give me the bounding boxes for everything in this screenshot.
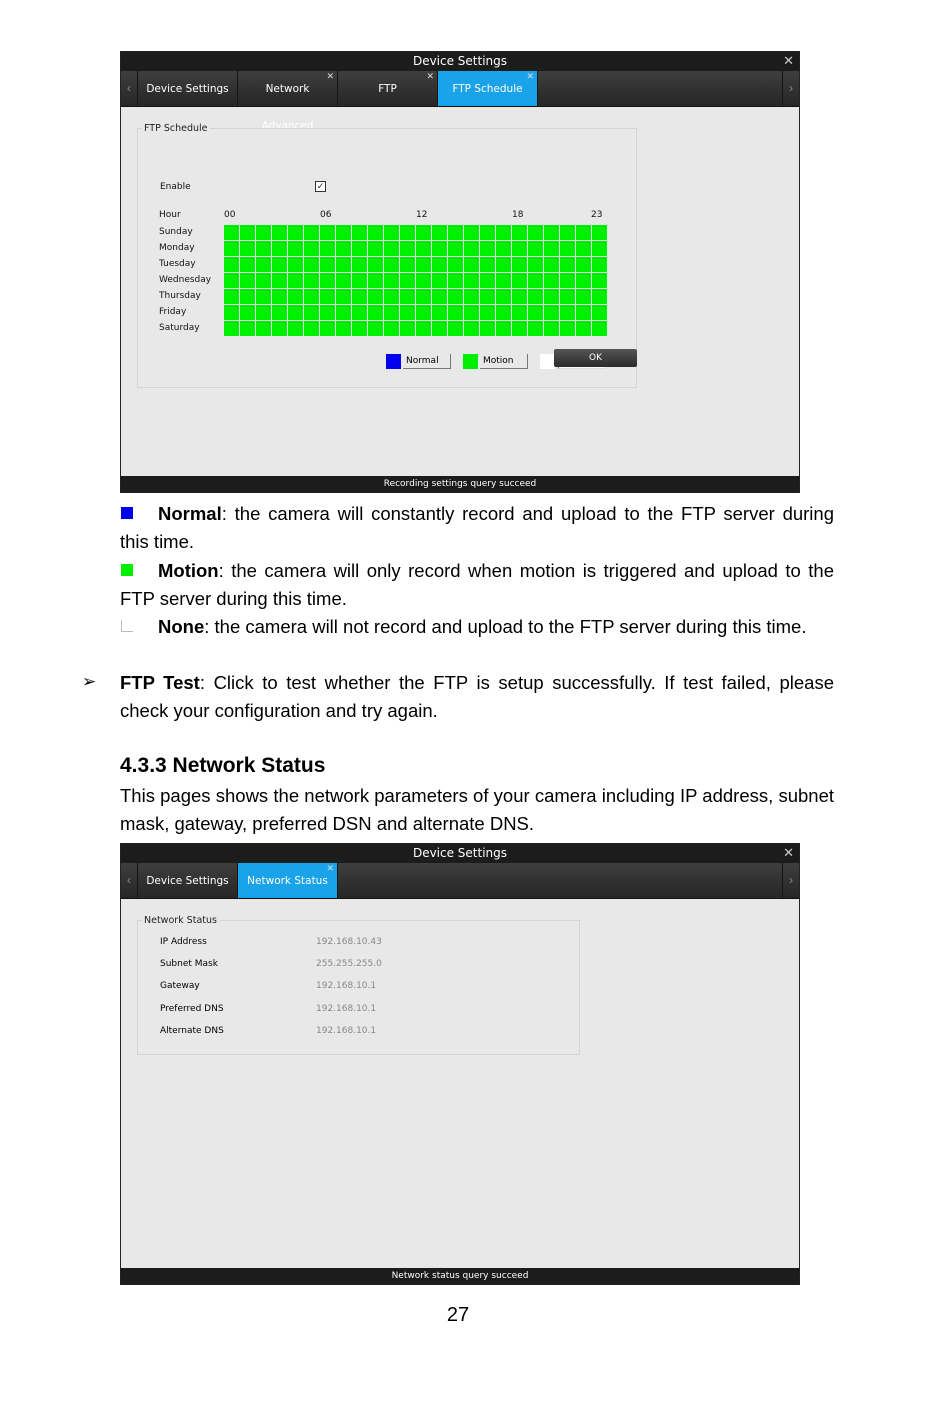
schedule-cell[interactable]	[480, 257, 495, 272]
schedule-cell[interactable]	[432, 225, 447, 240]
tab-label: FTP Schedule	[452, 83, 523, 95]
close-tab-icon[interactable]: ✕	[526, 72, 534, 82]
schedule-cell[interactable]	[320, 305, 335, 320]
schedule-cell[interactable]	[480, 321, 495, 336]
schedule-cell[interactable]	[320, 241, 335, 256]
schedule-cell[interactable]	[256, 257, 271, 272]
hour-tick: 23	[591, 210, 603, 220]
schedule-cell[interactable]	[400, 241, 415, 256]
schedule-cell[interactable]	[592, 321, 607, 336]
legend-normal-swatch	[386, 354, 401, 369]
schedule-cell[interactable]	[448, 241, 463, 256]
scroll-right-icon[interactable]: ›	[782, 863, 799, 898]
schedule-cell[interactable]	[480, 241, 495, 256]
schedule-cell[interactable]	[224, 273, 239, 288]
schedule-cell[interactable]	[224, 257, 239, 272]
schedule-cell[interactable]	[576, 305, 591, 320]
schedule-cell[interactable]	[384, 273, 399, 288]
schedule-cell[interactable]	[320, 257, 335, 272]
schedule-cell[interactable]	[560, 305, 575, 320]
schedule-cell[interactable]	[416, 321, 431, 336]
schedule-cell[interactable]	[416, 289, 431, 304]
schedule-cell[interactable]	[352, 305, 367, 320]
normal-description	[120, 500, 834, 556]
window-title: Device Settings	[412, 846, 508, 860]
schedule-cell[interactable]	[432, 257, 447, 272]
close-tab-icon[interactable]: ✕	[426, 72, 434, 82]
schedule-cell[interactable]	[432, 273, 447, 288]
schedule-cell[interactable]	[448, 273, 463, 288]
schedule-cell[interactable]	[464, 241, 479, 256]
schedule-cell[interactable]	[544, 257, 559, 272]
schedule-cell[interactable]	[528, 241, 543, 256]
schedule-cell[interactable]	[480, 289, 495, 304]
schedule-cell[interactable]	[432, 241, 447, 256]
section-heading: 4.3.3 Network Status	[120, 754, 326, 777]
schedule-cell[interactable]	[464, 321, 479, 336]
schedule-cell[interactable]	[512, 273, 527, 288]
tab-label: Network Status	[247, 875, 328, 887]
schedule-cell[interactable]	[384, 289, 399, 304]
schedule-cell[interactable]	[528, 289, 543, 304]
schedule-cell[interactable]	[352, 321, 367, 336]
schedule-cell[interactable]	[544, 289, 559, 304]
tab-label: Device Settings	[146, 875, 229, 887]
tab-device-settings[interactable]	[138, 71, 238, 106]
schedule-cell[interactable]	[352, 241, 367, 256]
tab-label: Device Settings	[146, 83, 229, 95]
none-description	[120, 613, 834, 641]
schedule-cell[interactable]	[352, 289, 367, 304]
schedule-cell[interactable]	[544, 225, 559, 240]
schedule-cell[interactable]	[272, 273, 287, 288]
schedule-cell[interactable]	[528, 273, 543, 288]
network-status-group	[137, 915, 580, 1055]
schedule-cell[interactable]	[496, 321, 511, 336]
schedule-cell[interactable]	[304, 305, 319, 320]
schedule-cell[interactable]	[240, 289, 255, 304]
alternate-dns-label: Alternate DNS	[160, 1026, 224, 1036]
schedule-cell[interactable]	[592, 241, 607, 256]
schedule-cell[interactable]	[448, 257, 463, 272]
schedule-cell[interactable]	[400, 305, 415, 320]
window-title-bar	[121, 52, 799, 71]
gateway-value: 192.168.10.1	[316, 981, 377, 991]
schedule-cell[interactable]	[272, 289, 287, 304]
schedule-cell[interactable]	[240, 241, 255, 256]
schedule-cell[interactable]	[352, 225, 367, 240]
window-title: Device Settings	[412, 54, 508, 68]
schedule-cell[interactable]	[496, 241, 511, 256]
none-term: None	[158, 616, 205, 637]
ip-address-label: IP Address	[160, 937, 207, 947]
schedule-cell[interactable]	[544, 241, 559, 256]
schedule-cell[interactable]	[368, 289, 383, 304]
schedule-cell[interactable]	[304, 289, 319, 304]
schedule-cell[interactable]	[560, 241, 575, 256]
close-icon[interactable]: ✕	[783, 846, 794, 861]
tab-ftp-schedule[interactable]	[438, 71, 538, 106]
schedule-cell[interactable]	[544, 321, 559, 336]
schedule-cell[interactable]	[304, 241, 319, 256]
preferred-dns-value: 192.168.10.1	[316, 1004, 377, 1014]
schedule-cell[interactable]	[384, 321, 399, 336]
legend-normal-label: Normal	[403, 354, 451, 369]
tab-network-status[interactable]	[238, 863, 338, 898]
schedule-cell[interactable]	[256, 321, 271, 336]
schedule-cell[interactable]	[336, 321, 351, 336]
schedule-cell[interactable]	[592, 225, 607, 240]
hour-tick: 06	[320, 210, 332, 220]
schedule-cell[interactable]	[480, 273, 495, 288]
legend-motion-label: Motion	[480, 354, 528, 369]
schedule-cell[interactable]	[464, 305, 479, 320]
day-label: Saturday	[159, 323, 200, 333]
schedule-cell[interactable]	[256, 289, 271, 304]
schedule-cell[interactable]	[352, 273, 367, 288]
schedule-cell[interactable]	[336, 273, 351, 288]
schedule-cell[interactable]	[416, 241, 431, 256]
status-bar: Recording settings query succeed	[121, 476, 799, 492]
schedule-cell[interactable]	[384, 225, 399, 240]
schedule-cell[interactable]	[496, 225, 511, 240]
schedule-cell[interactable]	[288, 257, 303, 272]
none-desc: : the camera will not record and upload to the FTP server during this time.	[204, 616, 807, 637]
schedule-cell[interactable]	[432, 321, 447, 336]
alternate-dns-value: 192.168.10.1	[316, 1026, 377, 1036]
ftp-test-desc: : Click to test whether the FTP is setup successfully. If test failed, please check your configuration and try again.	[120, 672, 834, 721]
schedule-cell[interactable]	[336, 305, 351, 320]
schedule-cell[interactable]	[416, 225, 431, 240]
tab-network-advanced[interactable]	[238, 71, 338, 132]
ftp-test-term: FTP Test	[120, 672, 200, 693]
schedule-cell[interactable]	[224, 321, 239, 336]
schedule-cell[interactable]	[256, 305, 271, 320]
schedule-cell[interactable]	[240, 273, 255, 288]
schedule-cell[interactable]	[464, 225, 479, 240]
schedule-cell[interactable]	[384, 257, 399, 272]
schedule-cell[interactable]	[512, 241, 527, 256]
ip-address-value: 192.168.10.43	[316, 937, 382, 947]
schedule-cell[interactable]	[288, 321, 303, 336]
schedule-cell[interactable]	[288, 273, 303, 288]
tab-device-settings[interactable]	[138, 863, 238, 898]
schedule-cell[interactable]	[576, 321, 591, 336]
normal-term: Normal	[158, 503, 222, 524]
schedule-cell[interactable]	[592, 257, 607, 272]
schedule-cell[interactable]	[544, 273, 559, 288]
scroll-left-icon[interactable]: ‹	[121, 71, 138, 106]
schedule-cell[interactable]	[224, 241, 239, 256]
schedule-cell[interactable]	[560, 289, 575, 304]
schedule-cell[interactable]	[288, 289, 303, 304]
schedule-cell[interactable]	[432, 305, 447, 320]
schedule-cell[interactable]	[304, 273, 319, 288]
group-title: FTP Schedule	[144, 123, 208, 134]
schedule-cell[interactable]	[224, 305, 239, 320]
schedule-cell[interactable]	[464, 289, 479, 304]
tab-bar	[121, 863, 799, 899]
schedule-cell[interactable]	[400, 225, 415, 240]
schedule-cell[interactable]	[592, 289, 607, 304]
schedule-cell[interactable]	[576, 273, 591, 288]
schedule-cell[interactable]	[336, 225, 351, 240]
schedule-cell[interactable]	[240, 305, 255, 320]
day-label: Monday	[159, 243, 195, 253]
day-label: Sunday	[159, 227, 193, 237]
schedule-cell[interactable]	[256, 241, 271, 256]
schedule-cell[interactable]	[400, 289, 415, 304]
subnet-mask-label: Subnet Mask	[160, 959, 218, 969]
tab-label: Network Advanced	[261, 83, 314, 132]
schedule-cell[interactable]	[336, 257, 351, 272]
hour-tick: 00	[224, 210, 236, 220]
schedule-cell[interactable]	[368, 241, 383, 256]
schedule-cell[interactable]	[480, 225, 495, 240]
schedule-cell[interactable]	[240, 321, 255, 336]
group-title: Network Status	[144, 915, 217, 926]
schedule-cell[interactable]	[272, 321, 287, 336]
bullet-arrow-icon: ➢	[82, 672, 97, 691]
schedule-cell[interactable]	[368, 257, 383, 272]
ftp-schedule-window	[120, 51, 800, 493]
hour-tick: 12	[416, 210, 428, 220]
schedule-cell[interactable]	[432, 289, 447, 304]
schedule-cell[interactable]	[512, 225, 527, 240]
schedule-cell[interactable]	[288, 241, 303, 256]
schedule-cell[interactable]	[496, 305, 511, 320]
schedule-cell[interactable]	[512, 305, 527, 320]
window-title-bar	[121, 844, 799, 863]
legend-none-swatch	[540, 354, 555, 369]
schedule-cell[interactable]	[512, 289, 527, 304]
schedule-cell[interactable]	[512, 257, 527, 272]
subnet-mask-value: 255.255.255.0	[316, 959, 382, 969]
hour-label: Hour	[159, 210, 181, 220]
close-tab-icon[interactable]: ✕	[326, 864, 334, 874]
day-label: Friday	[159, 307, 187, 317]
schedule-cell[interactable]	[448, 321, 463, 336]
schedule-cell[interactable]	[256, 273, 271, 288]
schedule-cell[interactable]	[320, 273, 335, 288]
schedule-cell[interactable]	[304, 225, 319, 240]
tab-bar	[121, 71, 799, 132]
schedule-cell[interactable]	[464, 257, 479, 272]
schedule-cell[interactable]	[240, 225, 255, 240]
schedule-grid[interactable]	[224, 225, 607, 336]
schedule-cell[interactable]	[560, 321, 575, 336]
schedule-cell[interactable]	[272, 257, 287, 272]
enable-checkbox[interactable]: ✓	[316, 181, 325, 191]
tab-label: FTP	[378, 83, 397, 95]
schedule-cell[interactable]	[592, 273, 607, 288]
schedule-cell[interactable]	[272, 305, 287, 320]
schedule-cell[interactable]	[576, 225, 591, 240]
schedule-cell[interactable]	[240, 257, 255, 272]
schedule-cell[interactable]	[544, 305, 559, 320]
hour-tick: 18	[512, 210, 524, 220]
schedule-cell[interactable]	[416, 305, 431, 320]
close-icon[interactable]: ✕	[783, 54, 794, 69]
normal-desc: : the camera will constantly record and upload to the FTP server during this time.	[120, 503, 834, 552]
scroll-right-icon[interactable]: ›	[782, 71, 799, 106]
tab-ftp[interactable]	[338, 71, 438, 106]
schedule-cell[interactable]	[304, 321, 319, 336]
schedule-cell[interactable]	[384, 305, 399, 320]
schedule-cell[interactable]	[448, 289, 463, 304]
schedule-cell[interactable]	[560, 257, 575, 272]
schedule-cell[interactable]	[560, 225, 575, 240]
schedule-cell[interactable]	[272, 241, 287, 256]
schedule-cell[interactable]	[336, 241, 351, 256]
schedule-cell[interactable]	[560, 273, 575, 288]
close-tab-icon[interactable]: ✕	[326, 72, 334, 82]
day-label: Thursday	[159, 291, 201, 301]
enable-label: Enable	[160, 182, 191, 192]
schedule-cell[interactable]	[576, 257, 591, 272]
schedule-cell[interactable]	[448, 305, 463, 320]
schedule-cell[interactable]	[400, 257, 415, 272]
schedule-cell[interactable]	[416, 273, 431, 288]
schedule-cell[interactable]	[320, 225, 335, 240]
schedule-cell[interactable]	[480, 305, 495, 320]
motion-description	[120, 557, 834, 613]
day-label: Tuesday	[159, 259, 196, 269]
schedule-cell[interactable]	[320, 289, 335, 304]
scroll-left-icon[interactable]: ‹	[121, 863, 138, 898]
schedule-cell[interactable]	[272, 225, 287, 240]
gateway-label: Gateway	[160, 981, 200, 991]
legend-motion-swatch	[463, 354, 478, 369]
day-label: Wednesday	[159, 275, 212, 285]
schedule-cell[interactable]	[288, 305, 303, 320]
schedule-cell[interactable]	[304, 257, 319, 272]
schedule-cell[interactable]	[496, 257, 511, 272]
ok-button[interactable]: OK	[554, 349, 637, 367]
schedule-cell[interactable]	[352, 257, 367, 272]
schedule-cell[interactable]	[400, 273, 415, 288]
preferred-dns-label: Preferred DNS	[160, 1004, 224, 1014]
page-number: 27	[446, 1304, 470, 1326]
schedule-cell[interactable]	[400, 321, 415, 336]
section-body: This pages shows the network parameters of your camera including IP address, subnet mask, gateway, preferred DSN and alternate DNS.	[120, 785, 834, 834]
schedule-cell[interactable]	[384, 241, 399, 256]
schedule-cell[interactable]	[368, 305, 383, 320]
schedule-cell[interactable]	[592, 305, 607, 320]
schedule-cell[interactable]	[496, 289, 511, 304]
network-status-window	[120, 843, 800, 1285]
schedule-cell[interactable]	[416, 257, 431, 272]
schedule-cell[interactable]	[256, 225, 271, 240]
schedule-cell[interactable]	[224, 289, 239, 304]
schedule-cell[interactable]	[336, 289, 351, 304]
schedule-cell[interactable]	[368, 225, 383, 240]
ftp-test-description	[120, 669, 834, 725]
schedule-cell[interactable]	[448, 225, 463, 240]
motion-desc: : the camera will only record when motion is triggered and upload to the FTP server during this time.	[120, 560, 834, 609]
schedule-cell[interactable]	[512, 321, 527, 336]
status-bar: Network status query succeed	[121, 1268, 799, 1284]
schedule-cell[interactable]	[368, 273, 383, 288]
schedule-cell[interactable]	[576, 289, 591, 304]
schedule-cell[interactable]	[288, 225, 303, 240]
schedule-cell[interactable]	[464, 273, 479, 288]
schedule-cell[interactable]	[528, 257, 543, 272]
schedule-cell[interactable]	[528, 305, 543, 320]
schedule-cell[interactable]	[528, 225, 543, 240]
schedule-cell[interactable]	[224, 225, 239, 240]
motion-term: Motion	[158, 560, 219, 581]
schedule-cell[interactable]	[528, 321, 543, 336]
schedule-cell[interactable]	[368, 321, 383, 336]
schedule-cell[interactable]	[576, 241, 591, 256]
schedule-cell[interactable]	[496, 273, 511, 288]
schedule-cell[interactable]	[320, 321, 335, 336]
